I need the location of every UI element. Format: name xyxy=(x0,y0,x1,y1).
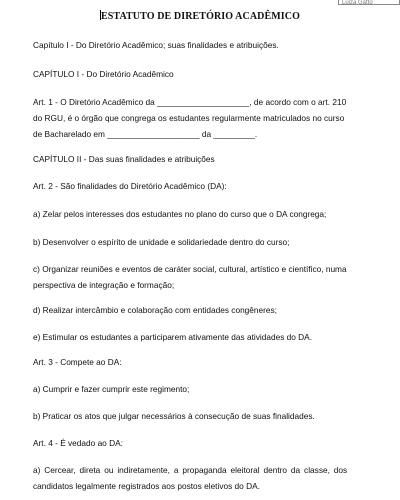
art-1-line-3: de Bacharelado em ____________________ da _________. xyxy=(33,129,258,139)
art-3-heading: Art. 3 - Compete ao DA: xyxy=(33,357,122,367)
document-title xyxy=(0,10,400,22)
user-chip-label: Luiza Gatto xyxy=(342,0,373,5)
art-4-item-a-line-1: a) Cercear, direta ou indiretamente, a propaganda eleitoral dentro da classe, dos xyxy=(33,465,348,475)
document-title-text: ESTATUTO DE DIRETÓRIO ACADÊMICO xyxy=(101,11,300,22)
art-2-heading: Art. 2 - São finalidades do Diretório Acadêmico (DA): xyxy=(33,181,227,191)
art-3-item-a: a) Cumprir e fazer cumprir este regimento; xyxy=(33,384,190,394)
user-chip[interactable] xyxy=(338,0,400,5)
chapter-summary: Capítulo I - Do Diretório Acadêmico; suas finalidades e atribuições. xyxy=(33,40,279,50)
art-1-line-2: do RGU, é o órgão que congrega os estudantes regularmente matriculados no curso xyxy=(33,113,345,123)
chapter-1-heading: CAPÍTULO I - Do Diretório Acadêmico xyxy=(33,69,174,79)
art-3-item-b: b) Praticar os atos que julgar necessários à consecução de suas finalidades. xyxy=(33,411,315,421)
art-2-item-d: d) Realizar intercâmbio e colaboração com entidades congêneres; xyxy=(33,305,277,315)
art-4-heading: Art. 4 - É vedado ao DA: xyxy=(33,438,123,448)
art-1-line-1: Art. 1 - O Diretório Acadêmico da ____________________, de acordo com o art. 210 xyxy=(33,97,347,107)
art-2-item-c-line-2: perspectiva de integração e formação; xyxy=(33,280,175,290)
art-2-item-b: b) Desenvolver o espírito de unidade e solidariedade dentro do curso; xyxy=(33,237,290,247)
art-4-item-a-line-2: candidatos legalmente registrados aos postos eletivos do DA. xyxy=(33,481,260,491)
art-2-item-e: e) Estimular os estudantes a participarem ativamente das atividades do DA. xyxy=(33,332,313,342)
chapter-2-heading: CAPÍTULO II - Das suas finalidades e atribuições xyxy=(33,154,215,164)
art-2-item-c-line-1: c) Organizar reuniões e eventos de caráter social, cultural, artístico e científico, numa xyxy=(33,264,347,274)
art-2-item-a: a) Zelar pelos interesses dos estudantes no plano do curso que o DA congrega; xyxy=(33,209,327,219)
